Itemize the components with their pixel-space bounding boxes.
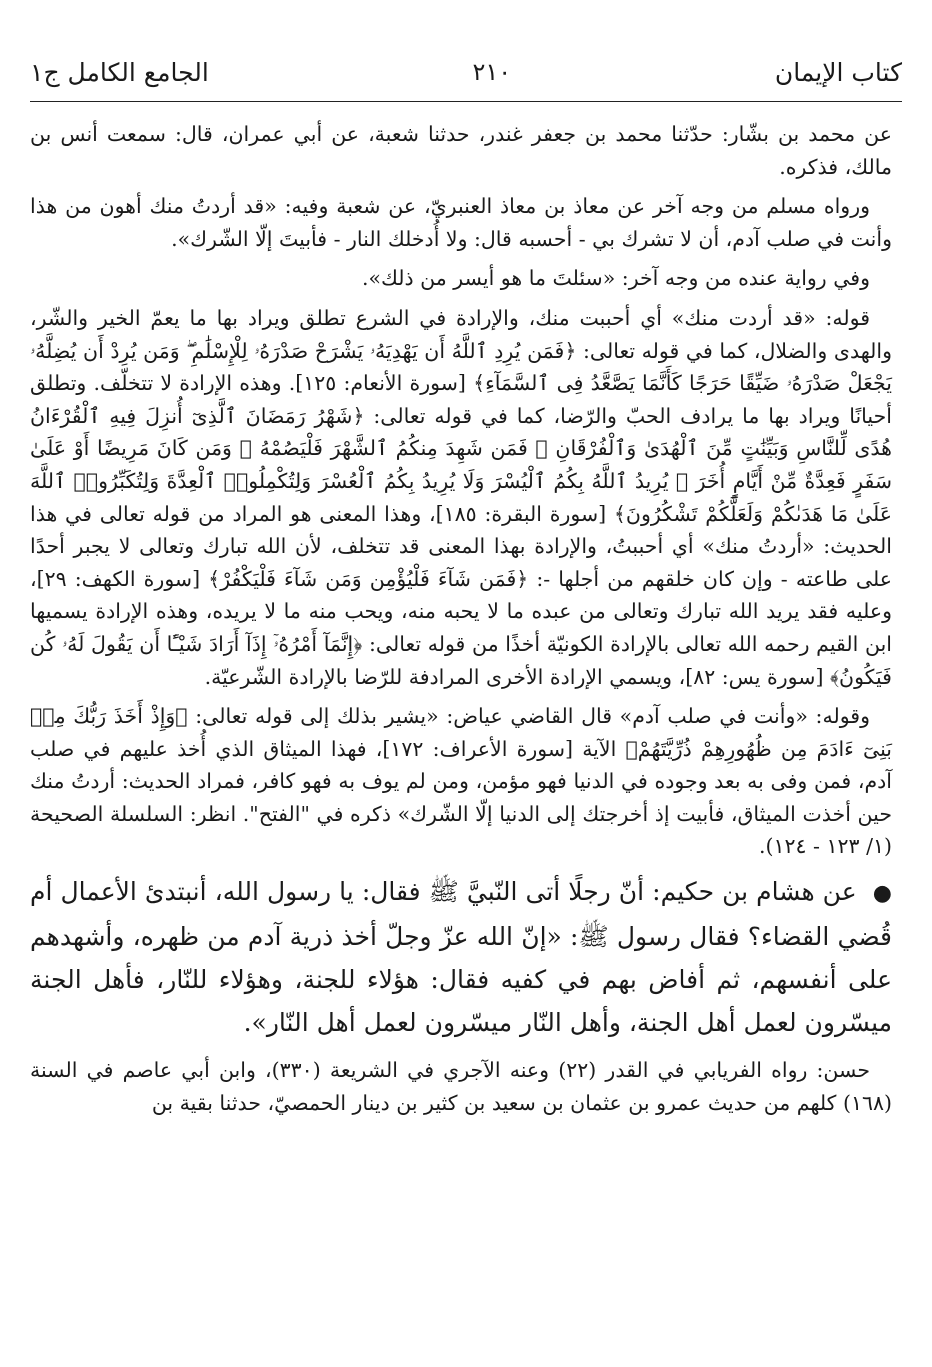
page-number: ٢١٠ [472, 58, 512, 86]
paragraph: قوله: «قد أردت منك» أي أحببت منك، والإرادة في الشرع تطلق ويراد بها ما يعمّ الخير والشّر، والهدى والضلال، كما في قوله تعالى: ﴿فَمَن يُرِدِ ٱللَّهُ أَن يَهْدِيَهُۥ يَشْرَحْ صَدْرَهُۥ لِلْإِسْلَٰمِ ۖ وَمَن يُرِدْ أَن يُضِلَّهُۥ يَجْعَلْ صَدْرَهُۥ ضَيِّقًا حَرَجًا كَأَنَّمَا يَصَّعَّدُ فِى ٱلسَّمَآءِ﴾ [سورة الأنعام: ١٢٥]. وهذه الإرادة لا تتخلّف. وتطلق أحيانًا ويراد بها ما يرادف الحبّ والرّضا، كما في قوله تعالى: ﴿شَهْرُ رَمَضَانَ ٱلَّذِىٓ أُنزِلَ فِيهِ ٱلْقُرْءَانُ هُدًى لِّلنَّاسِ وَبَيِّنَٰتٍ مِّنَ ٱلْهُدَىٰ وَٱلْفُرْقَانِ ۚ فَمَن شَهِدَ مِنكُمُ ٱلشَّهْرَ فَلْيَصُمْهُ ۖ وَمَن كَانَ مَرِيضًا أَوْ عَلَىٰ سَفَرٍ فَعِدَّةٌ مِّنْ أَيَّامٍ أُخَرَ ۗ يُرِيدُ ٱللَّهُ بِكُمُ ٱلْيُسْرَ وَلَا يُرِيدُ بِكُمُ ٱلْعُسْرَ وَلِتُكْمِلُوا۟ ٱلْعِدَّةَ وَلِتُكَبِّرُوا۟ ٱللَّهَ عَلَىٰ مَا هَدَىٰكُمْ وَلَعَلَّكُمْ تَشْكُرُونَ﴾ [سورة البقرة: ١٨٥]، وهذا المعنى هو المراد من قوله تعالى في هذا الحديث: «أردتُ منك» أي أحببتُ، والإرادة بهذا المعنى قد تتخلف، لأن الله تبارك وتعالى لا يجبر أحدًا على طاعته - وإن كان خلقهم من أجلها -: ﴿فَمَن شَآءَ فَلْيُؤْمِن وَمَن شَآءَ فَلْيَكْفُرْ﴾ [سورة الكهف: ٢٩]، وعليه فقد يريد الله تبارك وتعالى من عبده ما لا يحبه منه، ويحب منه ما لا يريده، وهذه الإرادة يسميها ابن القيم رحمه الله تعالى بالإرادة الكونيّة أخذًا من قوله تعالى: ﴿إِنَّمَآ أَمْرُهُۥٓ إِذَآ أَرَادَ شَيْـًٔا أَن يَقُولَ لَهُۥ كُن فَيَكُونُ﴾ [سورة يس: ٨٢]، ويسمي الإرادة الأخرى المرادفة للرّضا بالإرادة الشّرعيّة. [30, 305, 892, 689]
series-title: الجامع الكامل ج١ [30, 57, 209, 87]
paragraph: عن محمد بن بشّار: حدّثنا محمد بن جعفر غندر، حدثنا شعبة، عن أبي عمران، قال: سمعت أنس بن مالك، فذكره. [30, 122, 892, 179]
paragraph: وفي رواية عنده من وجه آخر: «سئلتَ ما هو أيسر من ذلك». [361, 266, 870, 291]
paragraph: وقوله: «وأنت في صلب آدم» قال القاضي عياض: «يشير بذلك إلى قوله تعالى: ﴿وَإِذْ أَخَذَ رَبُّكَ مِنۢ بَنِىٓ ءَادَمَ مِن ظُهُورِهِمْ ذُرِّيَّتَهُمْ﴾ الآية [سورة الأعراف: ١٧٢]، فهذا الميثاق الذي أُخذ عليهم في صلب آدم، فمن وفى به بعد وجوده في الدنيا فهو مؤمن، ومن لم يوف به فهو كافر، فمراد الحديث: أردتُ منك حين أخذت الميثاق، فأبيت إذ أخرجتك إلى الدنيا إلّا الشّرك» ذكره في "الفتح". انظر: السلسلة الصحيحة (١/ ١٢٣ - ١٢٤). [30, 704, 892, 859]
page-header [30, 52, 902, 92]
takhrij-paragraph: حسن: رواه الفريابي في القدر (٢٢) وعنه الآجري في الشريعة (٣٣٠)، وابن أبي عاصم في السنة (١٦٨) كلهم من حديث عمرو بن عثمان بن سعيد بن كثير بن دينار الحمصيّ، حدثنا بقية بن [30, 1058, 892, 1115]
book-title: كتاب الإيمان [774, 57, 902, 87]
header-divider [30, 101, 902, 102]
hadith-text [30, 870, 892, 1044]
bullet-icon: ● [872, 881, 892, 907]
paragraph: ورواه مسلم من وجه آخر عن معاذ بن معاذ العنبريّ، عن شعبة وفيه: «قد أردتُ منك أهون من هذا وأنت في صلب آدم، أن لا تشرك بي - أحسبه قال: ولا أُدخلك النار - فأبيتَ إلّا الشّرك». [30, 194, 892, 251]
hadith-body: عن هشام بن حكيم: أنّ رجلًا أتى النّبيَّ ﷺ فقال: يا رسول الله، أنبتدئ الأعمال أم قُضي القضاء؟ فقال رسول ﷺ: «إنّ الله عزّ وجلّ أخذ ذرية آدم من ظهره، وأشهدهم على أنفسهم، ثم أفاض بهم في كفيه فقال: هؤلاء للجنة، وهؤلاء للنّار، فأهل الجنة ميسّرون لعمل أهل الجنة، وأهل النّار ميسّرون لعمل أهل النّار». [30, 877, 892, 1038]
page-body [30, 118, 892, 1126]
